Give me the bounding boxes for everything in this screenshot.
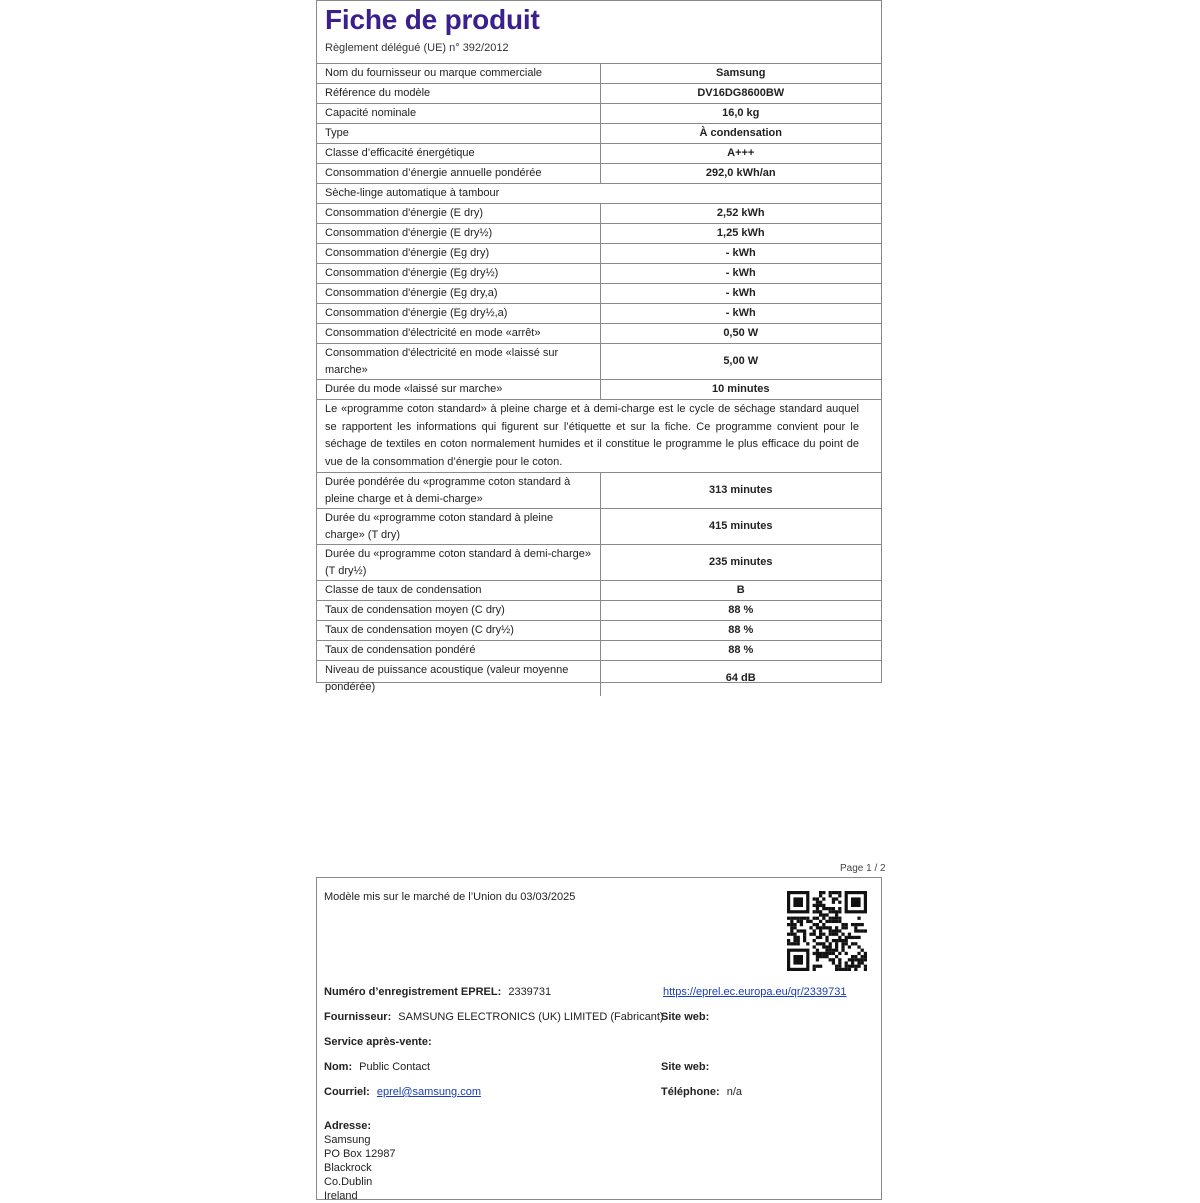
row-value: À condensation bbox=[600, 124, 881, 144]
regulation-subtitle: Règlement délégué (UE) n° 392/2012 bbox=[325, 42, 509, 54]
row-value: 415 minutes bbox=[600, 509, 881, 545]
product-sheet bbox=[316, 0, 882, 693]
supplier-value: SAMSUNG ELECTRONICS (UK) LIMITED (Fabricant) bbox=[398, 1011, 664, 1023]
table-row bbox=[317, 144, 881, 164]
qr-code-icon[interactable] bbox=[787, 891, 867, 971]
email-line bbox=[324, 1086, 481, 1098]
row-value: - kWh bbox=[600, 244, 881, 264]
row-label: Durée pondérée du «programme coton standard à pleine charge et à demi-charge» bbox=[317, 473, 600, 509]
table-row bbox=[317, 244, 881, 264]
table-row bbox=[317, 204, 881, 224]
table-row bbox=[317, 601, 881, 621]
row-value: Samsung bbox=[715, 67, 766, 79]
table-row bbox=[317, 164, 881, 184]
table-row bbox=[317, 400, 881, 473]
row-value: 292,0 kWh/an bbox=[600, 164, 881, 184]
row-label: Consommation d'énergie (E dry½) bbox=[317, 224, 600, 244]
supplier-label: Fournisseur: bbox=[324, 1011, 392, 1023]
email-link[interactable]: eprel@samsung.com bbox=[376, 1086, 482, 1098]
table-row bbox=[317, 509, 881, 545]
name-label: Nom: bbox=[324, 1061, 353, 1073]
row-label: Niveau de puissance acoustique (valeur moyenne pondérée) bbox=[317, 661, 600, 697]
address-line: Samsung bbox=[324, 1134, 371, 1146]
table-row bbox=[317, 304, 881, 324]
table-row bbox=[317, 284, 881, 304]
table-row bbox=[317, 661, 881, 697]
row-value: 88 % bbox=[600, 601, 881, 621]
table-row bbox=[317, 264, 881, 284]
table-row bbox=[317, 473, 881, 509]
row-label: Capacité nominale bbox=[317, 104, 600, 124]
website-label: Site web: bbox=[661, 1011, 710, 1023]
table-row bbox=[317, 104, 881, 124]
row-value: 16,0 kg bbox=[600, 104, 881, 124]
phone-line bbox=[661, 1086, 742, 1098]
row-value: 64 dB bbox=[600, 661, 881, 697]
row-label: Type bbox=[317, 124, 600, 144]
eprel-info-sheet bbox=[316, 877, 882, 1200]
row-value: 235 minutes bbox=[600, 545, 881, 581]
address-label: Adresse: bbox=[324, 1120, 372, 1132]
row-label: Consommation d'énergie (Eg dry) bbox=[317, 244, 600, 264]
row-value: DV16DG8600BW bbox=[600, 84, 881, 104]
row-label: Consommation d'électricité en mode «laissé sur marche» bbox=[317, 344, 600, 380]
email-label: Courriel: bbox=[324, 1086, 370, 1098]
row-value: 5,00 W bbox=[600, 344, 881, 380]
row-label: Taux de condensation moyen (C dry½) bbox=[317, 621, 600, 641]
table-row bbox=[317, 545, 881, 581]
eprel-number bbox=[324, 986, 551, 998]
table-row bbox=[317, 64, 881, 84]
row-label: Taux de condensation moyen (C dry) bbox=[317, 601, 600, 621]
row-value: A+++ bbox=[600, 144, 881, 164]
row-value: - kWh bbox=[600, 304, 881, 324]
table-row bbox=[317, 124, 881, 144]
row-label: Consommation d'énergie (E dry) bbox=[317, 204, 600, 224]
phone-value: n/a bbox=[726, 1086, 743, 1098]
row-label: Classe de taux de condensation bbox=[317, 581, 600, 601]
address-line: Ireland bbox=[324, 1190, 358, 1202]
table-row bbox=[317, 344, 881, 380]
row-label: Consommation d'énergie (Eg dry½) bbox=[317, 264, 600, 284]
row-label: Durée du «programme coton standard à demi-charge» (T dry½) bbox=[317, 545, 600, 581]
address-block bbox=[324, 1119, 396, 1203]
supplier-line bbox=[324, 1011, 664, 1023]
row-value: 2,52 kWh bbox=[600, 204, 881, 224]
page-title: Fiche de produit bbox=[325, 4, 540, 35]
table-row bbox=[317, 84, 881, 104]
service-label: Service après-vente: bbox=[324, 1036, 432, 1048]
table-row bbox=[317, 581, 881, 601]
sheet-header bbox=[317, 1, 881, 64]
table-row bbox=[317, 641, 881, 661]
row-label: Classe d’efficacité énergétique bbox=[317, 144, 600, 164]
row-value: - kWh bbox=[600, 264, 881, 284]
row-label: Durée du mode «laissé sur marche» bbox=[317, 380, 600, 400]
row-value: 1,25 kWh bbox=[600, 224, 881, 244]
phone-label: Téléphone: bbox=[661, 1086, 720, 1098]
section-label: Sèche-linge automatique à tambour bbox=[317, 184, 881, 204]
row-value: 88 % bbox=[600, 621, 881, 641]
spec-table bbox=[317, 64, 881, 696]
row-label: Nom du fournisseur ou marque commerciale bbox=[317, 64, 600, 84]
address-line: Co.Dublin bbox=[324, 1176, 373, 1188]
table-row bbox=[317, 184, 881, 204]
table-row bbox=[317, 324, 881, 344]
row-value: 0,50 W bbox=[600, 324, 881, 344]
row-value: - kWh bbox=[600, 284, 881, 304]
standard-programme-note: Le «programme coton standard» à pleine charge et à demi-charge est le cycle de séchage standard auquel se rapportent les informations qui figurent sur l’étiquette et sur la fiche. Ce programme convient pour le séchage de textiles en coton normalement humides et il constitue le programme le plus efficace du point de vue de la consommation d’énergie pour le coton. bbox=[317, 400, 881, 473]
page-number: Page 1 / 2 bbox=[840, 863, 886, 874]
row-value: 313 minutes bbox=[600, 473, 881, 509]
table-row bbox=[317, 621, 881, 641]
market-date: Modèle mis sur le marché de l’Union du 03/03/2025 bbox=[324, 891, 576, 903]
row-value: 88 % bbox=[600, 641, 881, 661]
eprel-link[interactable]: https://eprel.ec.europa.eu/qr/2339731 bbox=[663, 986, 847, 998]
row-label: Durée du «programme coton standard à pleine charge» (T dry) bbox=[317, 509, 600, 545]
address-line: PO Box 12987 bbox=[324, 1148, 396, 1160]
table-row bbox=[317, 380, 881, 400]
row-value: B bbox=[600, 581, 881, 601]
row-label: Consommation d'énergie (Eg dry½,a) bbox=[317, 304, 600, 324]
row-label: Taux de condensation pondéré bbox=[317, 641, 600, 661]
contact-name-line bbox=[324, 1061, 430, 1073]
website-label-2: Site web: bbox=[661, 1061, 710, 1073]
name-value: Public Contact bbox=[359, 1061, 431, 1073]
row-label: Consommation d'énergie (Eg dry,a) bbox=[317, 284, 600, 304]
eprel-value: 2339731 bbox=[508, 986, 552, 998]
eprel-label: Numéro d’enregistrement EPREL: bbox=[324, 986, 502, 998]
table-row bbox=[317, 224, 881, 244]
row-value: 10 minutes bbox=[600, 380, 881, 400]
row-label: Consommation d'électricité en mode «arrêt» bbox=[317, 324, 600, 344]
address-line: Blackrock bbox=[324, 1162, 372, 1174]
row-label: Référence du modèle bbox=[317, 84, 600, 104]
row-label: Consommation d’énergie annuelle pondérée bbox=[317, 164, 600, 184]
